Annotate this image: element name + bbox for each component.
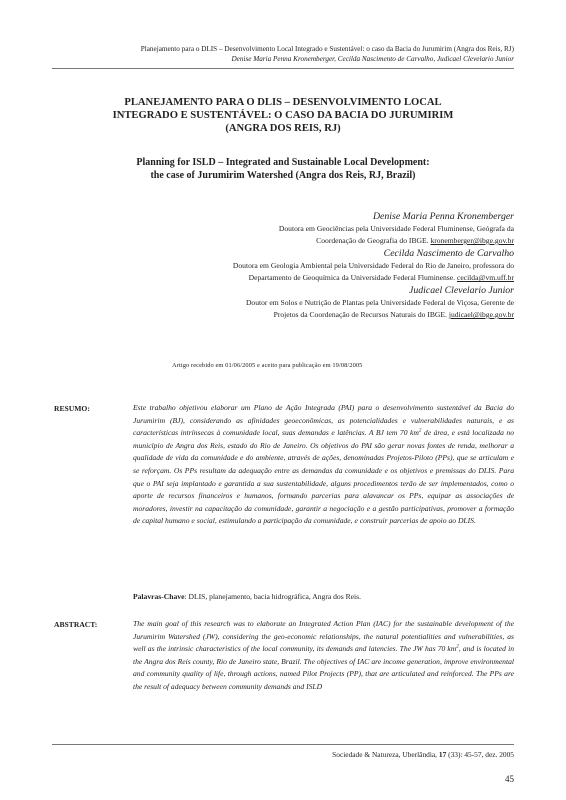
abstract-text-part: , and is located in the Angra dos Reis county, Rio de Janeiro state, Brazil. The objectives of IAC are income generation, improve environmental and community quality of life, through actions, named Pilot Projects (PP), that are articulated and reinforced. The PPs are the result of adequacy between community demands and ISLD xyxy=(133,644,514,691)
abstract-text xyxy=(133,618,514,694)
author-email-link[interactable]: cecilda@vm.uff.br xyxy=(456,273,514,282)
abstract-label: ABSTRACT: xyxy=(54,620,98,629)
journal-volume: 17 xyxy=(438,750,447,759)
resumo-label: RESUMO: xyxy=(54,404,90,413)
superscript: 2 xyxy=(456,644,459,650)
journal-citation xyxy=(332,750,514,759)
superscript: 2 xyxy=(418,428,422,434)
author-block xyxy=(134,210,514,321)
running-header-title: Planejamento para o DLIS – Desenvolvimento Local Integrado e Sustentável: o caso da Bacia do Jurumirim (Angra dos Reis, RJ) xyxy=(140,45,514,53)
running-header-authors: Denise Maria Penna Kronemberger, Cecilda Nascimento de Carvalho, Judicael Clevelario Junior xyxy=(231,55,514,63)
author-name: Denise Maria Penna Kronemberger xyxy=(372,211,514,222)
affiliation-text: Projetos da Coordenação de Recursos Naturais do IBGE. xyxy=(273,310,447,319)
keywords xyxy=(133,592,514,601)
affiliation-line xyxy=(134,272,514,284)
footer-divider xyxy=(52,744,514,745)
journal-name: Sociedade & Natureza, Uberlândia, xyxy=(332,750,439,759)
author-name: Cecilda Nascimento de Carvalho xyxy=(383,248,514,259)
affiliation-line xyxy=(134,235,514,247)
title-pt-line-3: (ANGRA DOS REIS, RJ) xyxy=(225,123,341,134)
title-en-line-1: Planning for ISLD – Integrated and Sustainable Local Development: xyxy=(136,157,430,168)
running-header xyxy=(141,44,514,64)
author-email-link[interactable]: judicael@ibge.gov.br xyxy=(448,310,514,319)
journal-issue-date: (33): 45-57, dez. 2005 xyxy=(446,750,514,759)
resumo-text-part: Este trabalho objetivou elaborar um Plano de Ação Integrada (PAI) para o desenvolvimento sustentável da Bacia do Jurumirim (BJ), considerando as afinidades geoeconômicas, as potencialidades e vulnerabilidades naturais, e as características intrínsecas à comunidade local, suas demandas e latências. A BJ tem 70 km xyxy=(133,403,514,438)
received-date-note: Artigo recebido em 01/06/2005 e aceito para publicação em 19/08/2005 xyxy=(172,362,363,369)
resumo-text xyxy=(133,402,514,528)
author-name: Judicael Clevelario Junior xyxy=(408,285,514,296)
author-affiliation xyxy=(134,223,514,247)
title-english xyxy=(52,156,514,182)
affiliation-text: Departamento de Geoquímica da Universidade Federal Fluminense. xyxy=(248,273,456,282)
author-affiliation xyxy=(134,297,514,321)
title-pt-line-1: PLANEJAMENTO PARA O DLIS – DESENVOLVIMENTO LOCAL xyxy=(124,97,442,108)
author-email-link[interactable]: kronemberger@ibge.gov.br xyxy=(430,236,514,245)
resumo-text-part: de área, e está localizada no município de Angra dos Reis, estado do Rio de Janeiro. Os objetivos do PAI são gerar novas fontes de renda, melhorar a qualidade de vida da comunidade e do ambiente, através de ações, denominadas Projetos-Piloto (PPs), que se articulam e se reforçam. Os PPs resultam da adequação entre as demandas da comunidade e os objetivos e premissas do DLIS. Para que o PAI seja implantado e garantida a sua sustentabilidade, alguns procedimentos terão de ser implementados, como o aporte de recursos financeiros e humanos, formando parcerias para alavancar os PPs, equipar as associações de moradores, investir na capacitação da comunidade, garantir a negociação e a gestão participativas, promover a formação de capital humano e social, estimulando a participação da comunidade, e construir parcerias de apoio ao DLIS. xyxy=(133,428,515,526)
affiliation-line xyxy=(134,309,514,321)
affiliation-line: Doutor em Solos e Nutrição de Plantas pela Universidade Federal de Viçosa, Gerente de xyxy=(245,298,514,307)
title-pt-line-2: INTEGRADO E SUSTENTÁVEL: O CASO DA BACIA DO JURUMIRIM xyxy=(112,110,454,121)
header-divider xyxy=(52,68,514,69)
page-number: 45 xyxy=(505,774,514,784)
keywords-label: Palavras-Chave xyxy=(133,592,185,601)
keywords-text: : DLIS, planejamento, bacia hidrográfica, Angra dos Reis. xyxy=(184,592,361,601)
author-3 xyxy=(134,284,514,321)
author-2 xyxy=(134,247,514,284)
title-portuguese xyxy=(52,96,514,135)
abstract-text-part: The main goal of this research was to elaborate an Integrated Action Plan (IAC) for the sustainable development of the Jurumirim Watershed (JW), considering the geo-economic relationships, the natural potentialities and vulnerabilities, as well as the intrinsic characteristics of the local community, its demands and latencies. The JW has 70 km xyxy=(133,619,514,654)
author-1 xyxy=(134,210,514,247)
title-en-line-2: the case of Jurumirim Watershed (Angra dos Reis, RJ, Brazil) xyxy=(150,170,416,181)
author-affiliation xyxy=(134,260,514,284)
affiliation-text: Coordenação de Geografia do IBGE. xyxy=(316,236,429,245)
affiliation-line: Doutora em Geologia Ambiental pela Universidade Federal do Rio de Janeiro, professora do xyxy=(232,261,514,270)
affiliation-line: Doutora em Geociências pela Universidade Federal Fluminense, Geógrafa da xyxy=(278,224,514,233)
